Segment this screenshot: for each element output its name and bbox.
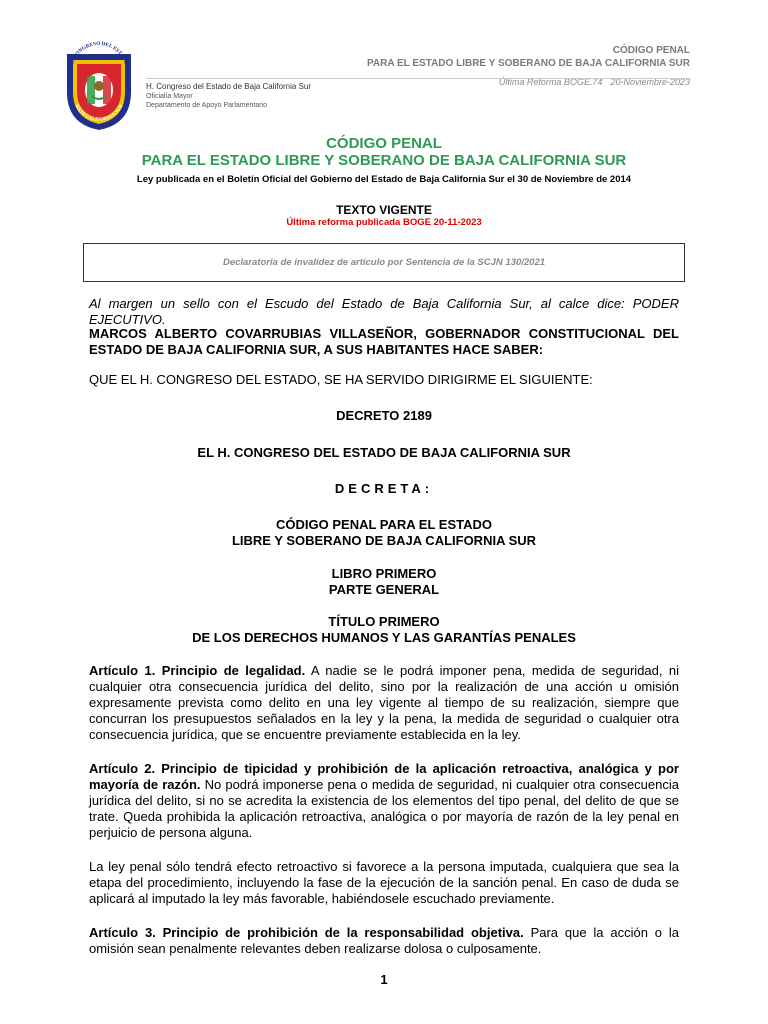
decreta-heading: DECRETA: [334, 481, 434, 496]
article-2 [89, 761, 679, 841]
decree-number: DECRETO 2189 [336, 408, 432, 423]
title-name: DE LOS DERECHOS HUMANOS Y LAS GARANTÍAS PENALES [192, 630, 576, 645]
title-heading [0, 614, 768, 646]
governor-paragraph: MARCOS ALBERTO COVARRUBIAS VILLASEÑOR, GOBERNADOR CONSTITUCIONAL DEL ESTADO DE BAJA CALIFORNIA SUR, A SUS HABITANTES HACE SABER: [89, 326, 679, 357]
article-2-text: No podrá imponerse pena o medida de seguridad, ni cualquier otra consecuencia jurídica del delito, si no se acredita la existencia de los elementos del tipo penal, del delito de que se trate. Queda prohibida la aplicación retroactiva, analógica o por mayoría de razón de la ley penal en perjuicio de persona alguna. [89, 777, 679, 840]
article-2-heading: Artículo 2. Principio de tipicidad y prohibición de la aplicación retroactiva, analógica y por mayoría de razón. [89, 761, 679, 792]
page-number: 1 [380, 972, 388, 987]
article-1-text: A nadie se le podrá imponer pena, medida de seguridad, ni cualquier otra consecuencia jurídica del delito, sino por la realización de una acción u omisión expresamente prevista como delito en una ley vigente al tiempo de su realización, siempre que concurran los presupuestos señalados en la ley y la pena, la medida de seguridad o cualquier otra consecuencia jurídica, que se encuentre previamente establecida en la ley. [89, 663, 679, 742]
office-line-department: Departamento de Apoyo Parlamentario [146, 102, 268, 109]
congress-seal-logo [62, 40, 136, 132]
office-block [146, 82, 311, 110]
code-name-line1: CÓDIGO PENAL PARA EL ESTADO [276, 517, 492, 532]
declaratoria-text: Declaratoria de invalidez de artículo por Sentencia de la SCJN 130/2021 [222, 257, 546, 268]
article-3 [89, 925, 679, 957]
last-reform-note: Última reforma publicada BOGE 20-11-2023 [286, 217, 482, 228]
publication-note: Ley publicada en el Boletín Oficial del Gobierno del Estado de Baja California Sur el 30 de Noviembre de 2014 [136, 174, 632, 185]
congress-name: EL H. CONGRESO DEL ESTADO DE BAJA CALIFORNIA SUR [197, 445, 571, 460]
article-1-heading: Artículo 1. Principio de legalidad. [89, 663, 306, 678]
margin-note: Al margen un sello con el Escudo del Estado de Baja California Sur, al calce dice: PODER EJECUTIVO. [89, 296, 679, 327]
seal-lettering [62, 40, 136, 132]
running-header [367, 45, 690, 88]
svg-text:H. CONGRESO DEL ESTADO: H. CONGRESO DEL ESTADO [69, 40, 129, 66]
header-title-code: CÓDIGO PENAL [612, 45, 690, 56]
office-line-congress: H. Congreso del Estado de Baja California Sur [146, 82, 311, 91]
code-name [0, 517, 768, 549]
article-3-text: Para que la acción o la omisión sean penalmente relevantes deben realizarse dolosa o culposamente. [89, 925, 679, 956]
header-title-state: PARA EL ESTADO LIBRE Y SOBERANO DE BAJA CALIFORNIA SUR [367, 58, 690, 69]
declaratoria-box [83, 243, 685, 282]
header-reform-label: Última Reforma BOGE.74 [498, 77, 603, 87]
title-number: TÍTULO PRIMERO [328, 614, 440, 629]
header-reform-date: 20-Noviembre-2023 [610, 77, 690, 87]
document-title-line1: CÓDIGO PENAL [326, 135, 442, 152]
vigente-block [0, 203, 768, 229]
book-part: PARTE GENERAL [328, 582, 440, 597]
code-name-line2: LIBRE Y SOBERANO DE BAJA CALIFORNIA SUR [231, 533, 537, 548]
header-divider [146, 78, 690, 79]
document-title [0, 135, 768, 169]
texto-vigente: TEXTO VIGENTE [336, 203, 432, 217]
document-title-line2: PARA EL ESTADO LIBRE Y SOBERANO DE BAJA CALIFORNIA SUR [141, 152, 627, 169]
article-2-paragraph-2: La ley penal sólo tendrá efecto retroactivo si favorece a la persona imputada, cualquiera que sea la etapa del procedimiento, incluyendo la fase de la ejecución de la sanción penal. En caso de duda se aplicará al imputado la ley más favorable, habiéndosele escuchado previamente. [89, 859, 679, 906]
svg-text:BAJA CALIFORNIA SUR: BAJA CALIFORNIA SUR [73, 103, 125, 123]
book-heading [0, 566, 768, 598]
book-title: LIBRO PRIMERO [331, 566, 437, 581]
article-1 [89, 663, 679, 743]
article-3-heading: Artículo 3. Principio de prohibición de la responsabilidad objetiva. [89, 925, 524, 940]
office-line-oficialia: Oficialía Mayor [146, 93, 193, 100]
congress-says: QUE EL H. CONGRESO DEL ESTADO, SE HA SERVIDO DIRIGIRME EL SIGUIENTE: [89, 372, 593, 387]
